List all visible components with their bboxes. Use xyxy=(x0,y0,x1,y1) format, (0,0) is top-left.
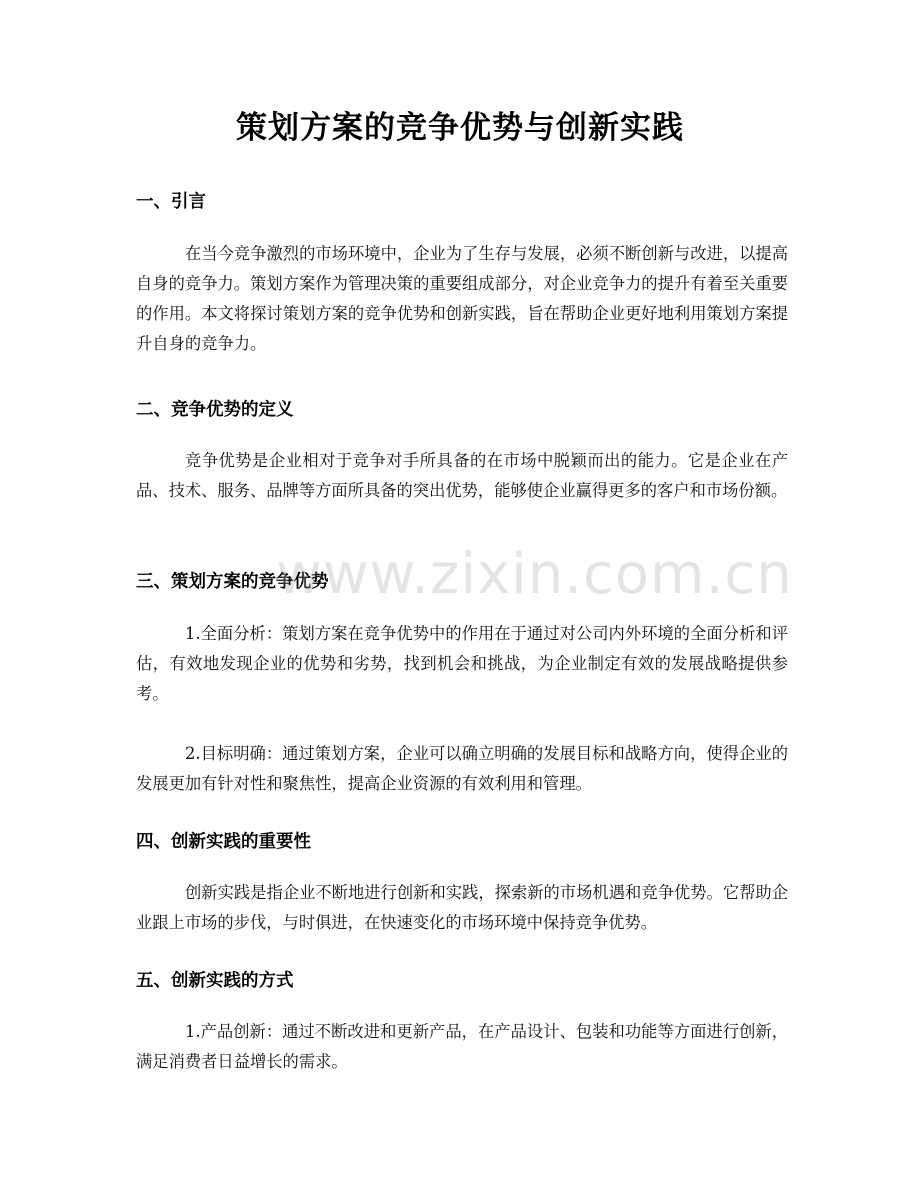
paragraph-innovation-importance: 创新实践是指企业不断地进行创新和实践，探索新的市场机遇和竞争优势。它帮助企业跟上市场的步伐，与时俱进，在快速变化的市场环境中保持竞争优势。 xyxy=(136,883,788,932)
section-heading-innovation-importance: 四、创新实践的重要性 xyxy=(136,832,311,852)
section-heading-advantages: 三、策划方案的竞争优势 xyxy=(136,572,329,592)
watermark: www.zixin.com.cn xyxy=(276,542,793,607)
section-heading-definition: 二、竞争优势的定义 xyxy=(136,400,294,420)
paragraph-definition: 竞争优势是企业相对于竞争对手所具备的在市场中脱颖而出的能力。它是企业在产品、技术、服务、品牌等方面所具备的突出优势，能够使企业赢得更多的客户和市场份额。 xyxy=(136,451,788,500)
section-heading-innovation-methods: 五、创新实践的方式 xyxy=(136,971,294,991)
paragraph-advantage-goals: 2.目标明确：通过策划方案，企业可以确立明确的发展目标和战略方向，使得企业的发展更加有针对性和聚焦性，提高企业资源的有效利用和管理。 xyxy=(136,744,788,793)
paragraph-intro: 在当今竞争激烈的市场环境中，企业为了生存与发展，必须不断创新与改进，以提高自身的竞争力。策划方案作为管理决策的重要组成部分，对企业竞争力的提升有着至关重要的作用。本文将探讨策划方案的竞争优势和创新实践，旨在帮助企业更好地利用策划方案提升自身的竞争力。 xyxy=(136,244,788,353)
paragraph-advantage-analysis: 1.全面分析：策划方案在竞争优势中的作用在于通过对公司内外环境的全面分析和评估，有效地发现企业的优势和劣势，找到机会和挑战，为企业制定有效的发展战略提供参考。 xyxy=(136,624,788,703)
paragraph-product-innovation: 1.产品创新：通过不断改进和更新产品，在产品设计、包装和功能等方面进行创新，满足消费者日益增长的需求。 xyxy=(136,1022,788,1071)
document-title: 策划方案的竞争优势与创新实践 xyxy=(236,110,684,146)
section-heading-intro: 一、引言 xyxy=(136,192,206,212)
